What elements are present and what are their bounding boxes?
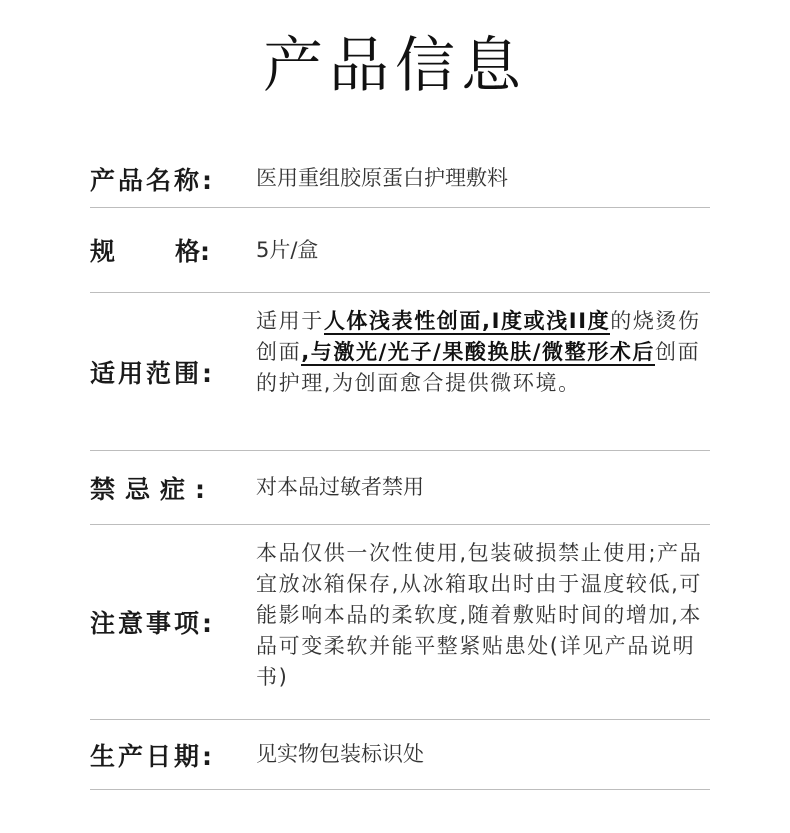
row-specification: [90, 208, 710, 293]
usage-highlight-1: 人体浅表性创面,: [323, 309, 492, 333]
product-name-label: 产品名称:: [90, 165, 215, 195]
contraindications-value: 对本品过敏者禁用: [256, 475, 424, 499]
production-date-value: 见实物包装标识处: [256, 742, 424, 766]
usage-highlight-2: I度或浅II度: [491, 309, 611, 333]
product-info-table: [90, 150, 710, 790]
usage-highlight-3: ,与激光/光子/果酸换肤/微整形术后: [301, 340, 655, 364]
usage-text-1: 适用于: [256, 309, 324, 333]
page-title: 产品信息: [263, 31, 527, 101]
specification-label: [90, 208, 230, 292]
usage-scope-label: 适用范围:: [90, 358, 215, 388]
row-production-date: [90, 720, 710, 790]
contraindications-label: 禁忌症:: [90, 474, 215, 504]
usage-text-3: 创面的护理,为创面愈合提供微环境。: [256, 340, 701, 395]
usage-scope-value: [256, 293, 710, 450]
precautions-value: [256, 525, 710, 719]
production-date-label: 生产日期:: [90, 741, 215, 771]
precautions-text: 本品仅供一次性使用,包装破损禁止使用;产品宜放冰箱保存,从冰箱取出时由于温度较低,可能影响本品的柔软度,随着敷贴时间的增加,本品可变柔软并能平整紧贴患处(详见产品说明书): [256, 541, 703, 689]
row-precautions: [90, 525, 710, 720]
row-product-name: [90, 150, 710, 208]
precautions-label: 注意事项:: [90, 609, 215, 638]
row-contraindications: [90, 451, 710, 525]
specification-label-part2: 格:: [175, 237, 211, 266]
row-usage-scope: [90, 293, 710, 451]
specification-value: 5片/盒: [256, 237, 319, 262]
product-name-value: 医用重组胶原蛋白护理敷料: [256, 166, 508, 190]
specification-label-part1: 规: [90, 237, 116, 266]
usage-text-2: 的烧烫伤创面: [256, 309, 701, 364]
